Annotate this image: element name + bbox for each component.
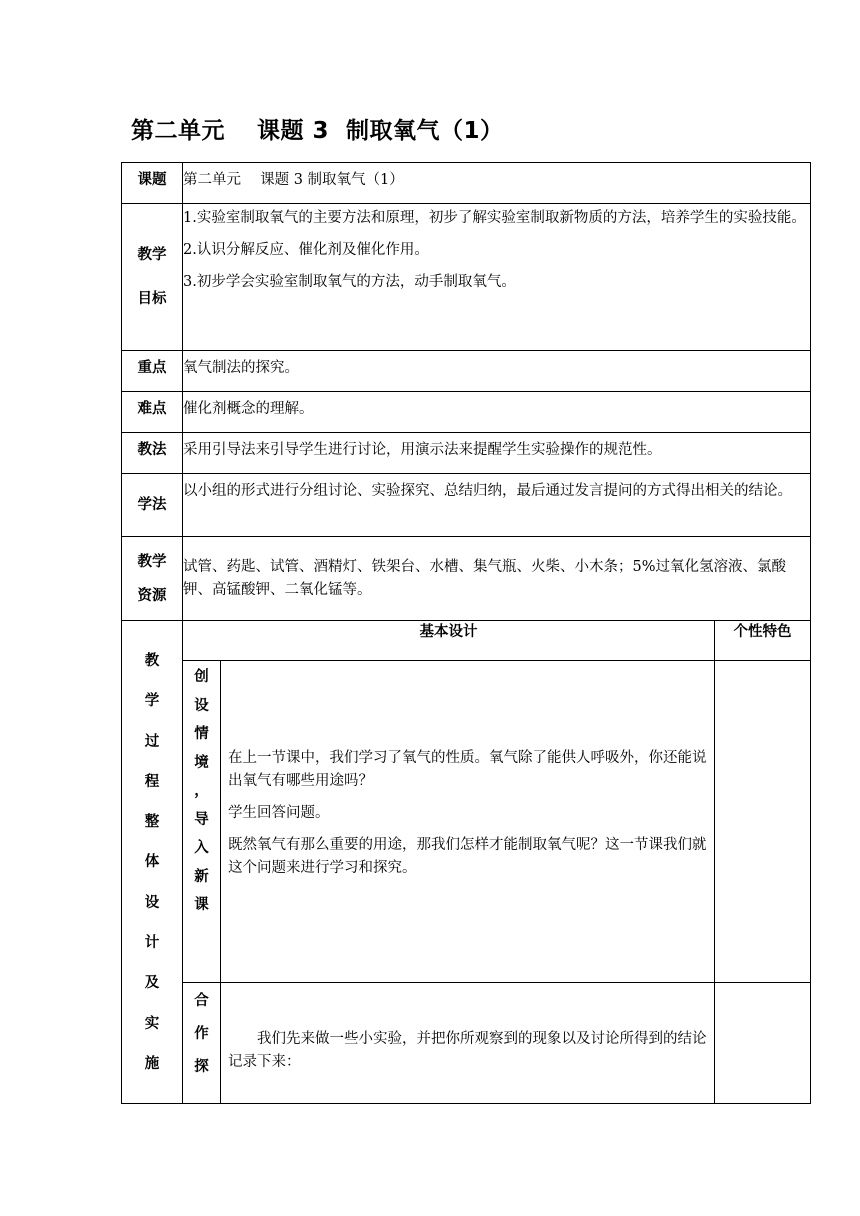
stage1-char-6: 导 <box>194 811 209 828</box>
stage1-char-5: ， <box>194 783 209 799</box>
row-stage-intro <box>122 661 811 983</box>
stage-explore-para-1: 我们先来做一些小实验，并把你所观察到的现象以及讨论所得到的结论记录下来： <box>228 1031 707 1070</box>
label-resources <box>122 537 183 621</box>
goal-item-1: 1.实验室制取氧气的主要方法和原理，初步了解实验室制取新物质的方法，培养学生的实验技能。 <box>183 210 806 226</box>
stage2-char-2: 作 <box>194 1026 209 1042</box>
goals-content <box>183 204 811 351</box>
stage-intro-para-3: 既然氧气有那么重要的用途，那我们怎样才能制取氧气呢？这一节课我们就这个问题来进行学习和探究。 <box>228 837 707 876</box>
stage-explore-feature <box>715 983 811 1104</box>
stage1-char-2: 设 <box>194 697 209 714</box>
process-char-1: 教 <box>144 653 160 669</box>
stage1-char-9: 课 <box>194 897 209 913</box>
row-goals <box>122 204 811 351</box>
stage-intro-para-1: 在上一节课中，我们学习了氧气的性质。氧气除了能供人呼吸外，你还能说出氧气有哪些用途吗？ <box>228 750 707 789</box>
label-goals-line1: 教学 <box>137 247 167 263</box>
label-goals <box>122 204 183 351</box>
process-char-8: 计 <box>144 935 160 952</box>
stage1-char-7: 入 <box>194 840 209 856</box>
label-teaching-method: 教法 <box>122 433 183 474</box>
stage-intro-label <box>183 661 221 983</box>
stage2-char-1: 合 <box>194 993 209 1009</box>
learning-method-value: 以小组的形式进行分组讨论、实验探究、总结归纳，最后通过发言提问的方式得出相关的结论。 <box>183 474 811 537</box>
stage-intro-para-2: 学生回答问题。 <box>228 805 330 821</box>
row-learning-method <box>122 474 811 537</box>
stage-explore-label <box>183 983 221 1104</box>
row-stage-explore <box>122 983 811 1104</box>
process-char-3: 过 <box>144 733 160 750</box>
stage1-char-3: 情 <box>194 726 209 742</box>
process-char-2: 学 <box>144 693 160 710</box>
process-side-label <box>122 621 183 1104</box>
label-goals-line2: 目标 <box>137 291 167 307</box>
row-difficulty <box>122 392 811 433</box>
stage-intro-content <box>221 661 715 983</box>
key-point-value: 氧气制法的探究。 <box>183 351 811 392</box>
stage1-char-4: 境 <box>194 754 209 771</box>
process-char-7: 设 <box>144 894 160 911</box>
label-resources-line2: 资源 <box>137 587 167 604</box>
stage1-char-1: 创 <box>194 669 209 685</box>
goal-item-3: 3.初步学会实验室制取氧气的方法，动手制取氧气。 <box>183 274 516 290</box>
resources-value: 试管、药匙、试管、酒精灯、铁架台、水槽、集气瓶、火柴、小木条；5%过氧化氢溶液、氯酸钾、高锰酸钾、二氧化锰等。 <box>183 537 811 621</box>
label-resources-line1: 教学 <box>137 553 167 570</box>
process-char-11: 施 <box>144 1055 160 1072</box>
header-basic-design: 基本设计 <box>183 621 715 661</box>
label-key-point: 重点 <box>122 351 183 392</box>
row-key-point <box>122 351 811 392</box>
goal-item-2: 2.认识分解反应、催化剂及催化作用。 <box>183 242 429 258</box>
label-topic: 课题 <box>122 163 183 204</box>
process-char-10: 实 <box>144 1015 160 1032</box>
row-process-header <box>122 621 811 661</box>
row-teaching-method <box>122 433 811 474</box>
lesson-plan-table <box>121 162 811 1104</box>
process-char-9: 及 <box>144 975 160 992</box>
stage1-char-8: 新 <box>194 868 209 885</box>
topic-value: 第二单元 课题 3 制取氧气（1） <box>183 163 811 204</box>
stage-explore-content <box>221 983 715 1104</box>
stage2-char-3: 探 <box>194 1059 209 1075</box>
process-char-5: 整 <box>144 814 160 831</box>
teaching-method-value: 采用引导法来引导学生进行讨论，用演示法来提醒学生实验操作的规范性。 <box>183 433 811 474</box>
difficulty-value: 催化剂概念的理解。 <box>183 392 811 433</box>
label-difficulty: 难点 <box>122 392 183 433</box>
header-feature: 个性特色 <box>715 621 811 661</box>
row-topic <box>122 163 811 204</box>
row-resources <box>122 537 811 621</box>
stage-intro-feature <box>715 661 811 983</box>
document-title: 第二单元 课题 3 制取氧气（1） <box>131 118 504 144</box>
label-learning-method: 学法 <box>122 474 183 537</box>
process-char-4: 程 <box>144 773 160 790</box>
process-char-6: 体 <box>144 854 160 871</box>
